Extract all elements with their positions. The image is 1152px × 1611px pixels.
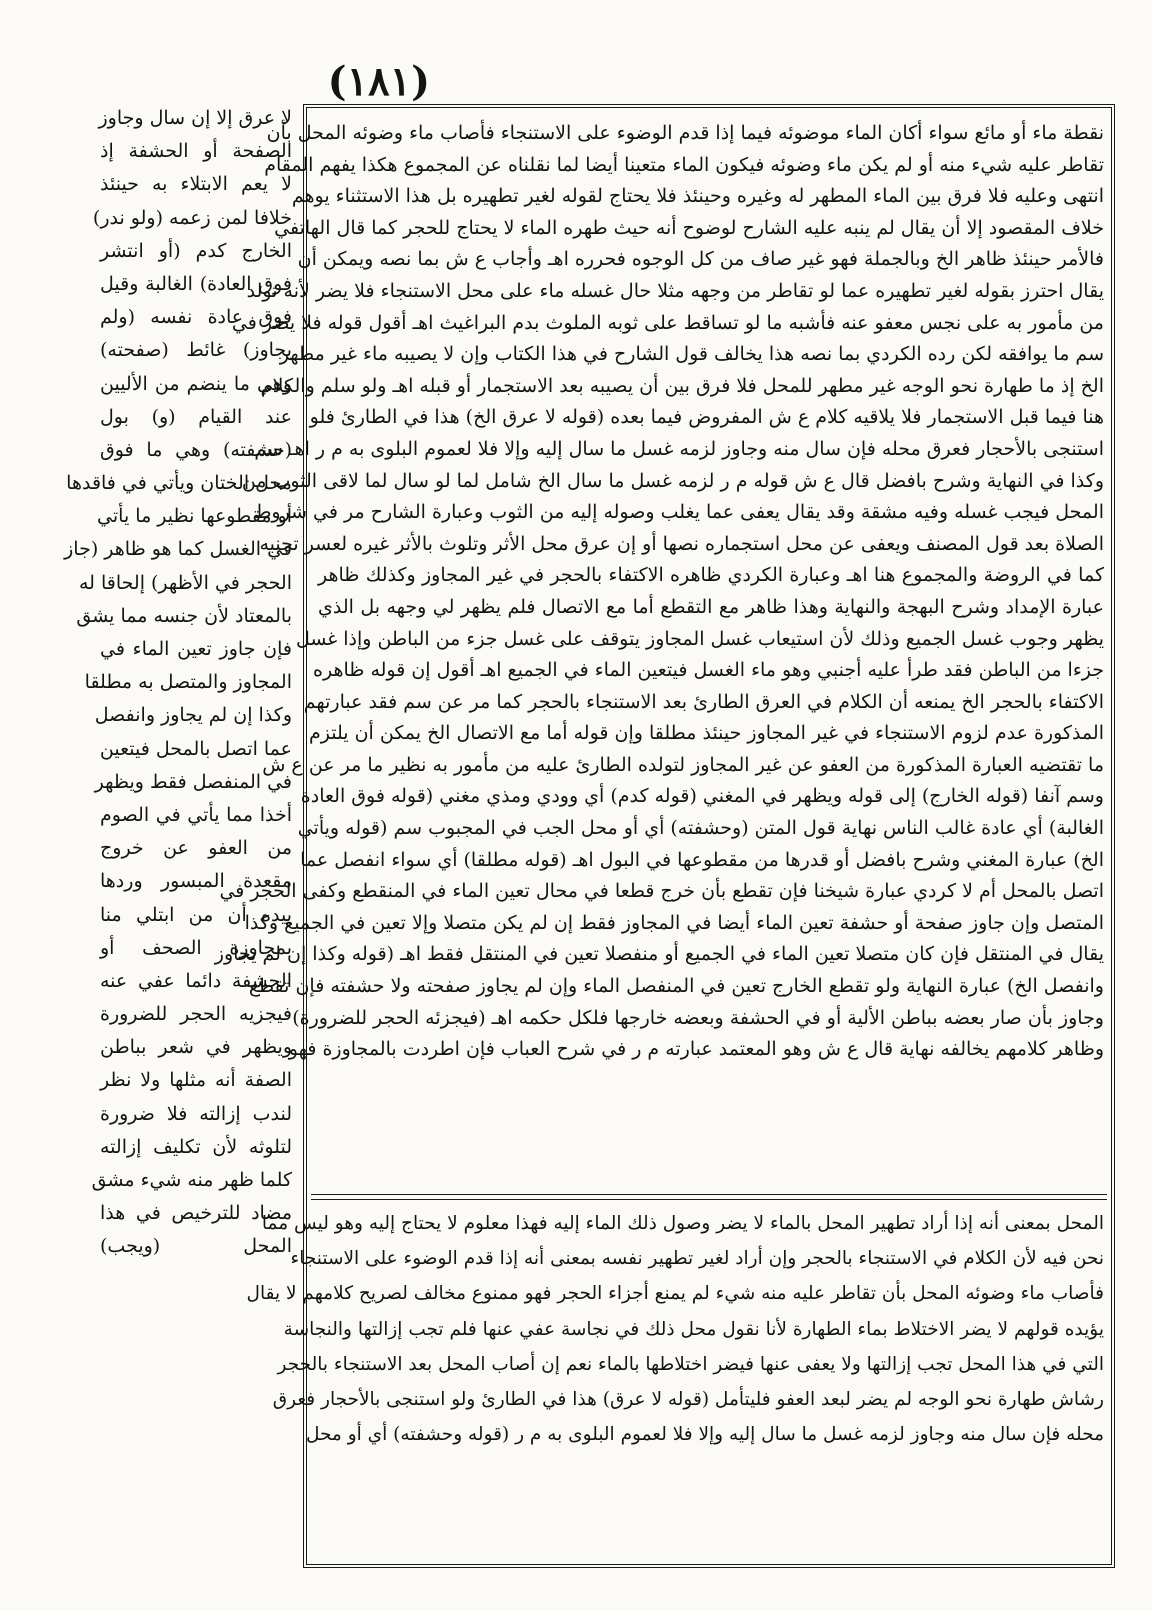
text-line: المذكورة عدم لزوم الاستنجاء في غير المجاوز حينئذ مطلقا وإن قوله أما مع الاتصال الخ يمكن أن يلتزم: [308, 722, 1104, 745]
margin-matn: [64, 102, 292, 1572]
margin-line: (حشفته) وهي ما فوق: [100, 438, 292, 461]
text-line: نقطة ماء أو مائع سواء أكان الماء موضوئه فيما إذا قدم الوضوء على الاستنجاء فأصاب ماء وضوئه المحل بأن: [266, 122, 1104, 144]
margin-line: فوق عادة نفسه (ولم: [100, 306, 292, 329]
text-line: وظاهر كلامهم يخالفه نهاية قال ع ش وهو المعتمد عبارته م ر في شرح العباب فإن اطردت بالمجاوزة فهو: [288, 1038, 1104, 1061]
margin-line: فإن جاوز تعين الماء في: [100, 638, 292, 660]
text-line: المتصل وإن جاوز صفحة أو حشفة تعين الماء أيضا في المجاوز فقط إن لم يكن متصلا وإلا تعين في الجميع وكذا: [244, 911, 1104, 934]
text-line: انتهى وعليه فلا فرق بين الماء المطهر له وغيره وحينئذ فلا يحتاج لقوله لغير تطهيره بل هذا الاستثناء يوهم: [291, 185, 1104, 208]
margin-line: أو مقطوعها نظير ما يأتي: [97, 505, 292, 528]
text-line: وسم آنفا (قوله الخارج) إلى قوله ويظهر في المغني (قوله كدم) أي وودي ومذي مغني (قوله فوق العادة: [300, 785, 1104, 808]
margin-line: لتلوثه لأن تكليف إزالته: [100, 1135, 292, 1158]
text-line: استنجى بالأحجار فعرق محله فإن سال منه وجاوز لزمه غسل ما سال إليه وإلا فلا لعموم البلوى به م ر اهـ سم: [254, 437, 1104, 460]
margin-line: مضاد للترخيص في هذا: [100, 1202, 292, 1225]
margin-line: في الغسل كما هو ظاهر (جاز: [64, 538, 292, 561]
margin-line: أخذا مما يأتي في الصوم: [100, 803, 292, 826]
text-line: محله فإن سال منه وجاوز لزمه غسل ما سال إليه وإلا فلا لعموم البلوى به م ر (قوله وحشفته) أي أو محل: [305, 1424, 1104, 1446]
margin-line: بيده أن من ابتلي منا: [100, 903, 292, 926]
text-line: عبارة الإمداد وشرح البهجة والنهاية وهذا ظاهر مع التقطع أما مع الاتصال فلم يظهر لي وجهه بل الذي: [318, 595, 1104, 618]
margin-line: بالمعتاد لأن جنسه مما يشق: [76, 604, 292, 627]
margin-line: عند القيام (و) بول: [100, 405, 292, 428]
text-line: خلاف المقصود إلا أن يقال لم ينبه عليه الشارح لوضوح أنه حيث طهره الماء لا يحتاج للحجر كما قال الهاتفي: [274, 216, 1104, 239]
margin-line: لندب إزالته فلا ضرورة: [100, 1102, 292, 1125]
margin-line: من العفو عن خروج: [100, 837, 292, 860]
text-line: تقاطر عليه شيء منه أو لم يكن ماء وضوئه فيكون الماء متعينا أيضا لما نقلناه عن المجموع هكذا يفهم المقام: [264, 153, 1104, 176]
text-line: سم ما يوافقه لكن رده الكردي بما نصه هذا يخالف قول الشارح في هذا الكتاب وإن لا يصيبه ماء غير مطهر: [279, 343, 1104, 366]
text-line: فالأمر حينئذ ظاهر الخ وبالجملة فهو غير صاف من كل الوجوه فحرره اهـ وأجاب ع ش بما نصه ويمكن أن: [297, 248, 1104, 271]
text-line: الصلاة بعد قول المصنف ويعفى عن محل استجماره نصها أو إن عرق محل الأثر وتلوث بالأثر غيره لعسر تجنبه: [259, 532, 1104, 555]
text-line: يقال احترز بقوله لغير تطهيره عما لو تقاطر من وجهه مثلا حال غسله ماء على محل الاستنجاء فلا يضر لأنه تولد: [246, 279, 1104, 302]
page-number: (۱۸۱): [327, 58, 430, 105]
margin-line: مقعدة المبسور وردها: [100, 870, 292, 893]
margin-line: الحجر في الأظهر) إلحاقا له: [78, 571, 292, 594]
margin-line: لا عرق إلا إن سال وجاوز: [98, 107, 292, 129]
main-commentary: [214, 118, 1104, 1193]
margin-line: الحشفة دائما عفي عنه: [100, 969, 292, 992]
text-line: فأصاب ماء وضوئه المحل بأن تقاطر عليه منه شيء لم يمنع أجزاء الحجر فهو ممنوع مخالف لصريح كلامهم لا يقال: [246, 1283, 1104, 1305]
margin-line: خلافا لمن زعمه (ولو ندر): [92, 206, 292, 229]
margin-line: لا يعم الابتلاء به حينئذ: [100, 173, 292, 196]
text-line: وجاوز بأن صار بعضه بباطن الألية أو في الحشفة وبعضه خارجها فلكل حكمه اهـ (فيجزئه الحجر للضرورة): [292, 1006, 1104, 1029]
footnote-divider: [311, 1194, 1107, 1200]
text-line: هنا فيما قبل الاستجمار فلا يلاقيه كلام ع ش المفروض فيما بعده (قوله لا عرق الخ) هذا في الطارئ فلو: [309, 406, 1104, 429]
text-line: من مأمور به على نجس معفو عنه فأشبه ما لو تساقط على ثوبه الملوث بدم البراغيث اهـ أقول قوله فلا يضر في: [231, 311, 1104, 334]
margin-line: محل الختان ويأتي في فاقدها: [66, 472, 292, 495]
text-line: كما في الروضة والمجموع هنا اهـ وعبارة الكردي ظاهره الاكتفاء بالحجر في غير المجاوز وكذلك ظاهر: [318, 564, 1104, 587]
text-line: يظهر وجوب غسل الجميع وذلك لأن استيعاب غسل المجاوز يتوقف على غسل جزء من الباطن وإذا غسل: [295, 627, 1104, 650]
margin-line: فوق العادة) الغالبة وقيل: [100, 272, 292, 295]
text-line: يقال في المنتقل فإن كان متصلا تعين الماء في الجميع أو منفصلا تعين في المنتقل فقط اهـ (قوله وكذا إن لم يجاوز: [214, 943, 1104, 966]
text-line: رشاش طهارة نحو الوجه لم يضر لبعد العفو فليتأمل (قوله لا عرق) هذا في الطارئ ولو استنجى بالأحجار فعرق: [272, 1388, 1104, 1410]
margin-line: في المنفصل فقط ويظهر: [94, 770, 292, 793]
margin-line: الخارج كدم (أو انتشر: [100, 239, 292, 262]
margin-line: ويظهر في شعر بباطن: [100, 1036, 292, 1059]
margin-line: بمجاوزة الصحف أو: [100, 936, 292, 959]
text-line: اتصل بالمحل أم لا كردي عبارة شيخنا فإن تقطع بأن خرج قطعا في محال تعين الماء في المنقطع وكفى الحجر في: [219, 880, 1104, 903]
text-line: المحل فيجب غسله وفيه مشقة وقد يقال يعفى عما يغلب وصوله إليه من الثوب وعبارة الشارح مر في شروط: [253, 501, 1104, 524]
text-line: ما تقتضيه العبارة المذكورة من العفو عن غير المجاوز لتولده الطارئ عليه من مأمور به نظير ما مر عن ع ش: [262, 753, 1104, 776]
text-line: المحل بمعنى أنه إذا أراد تطهير المحل بالماء لا يضر وصول ذلك الماء إليه فهذا معلوم لا يحتاج إليه وهو ليس مما: [261, 1213, 1104, 1234]
margin-line: المحل (ويجب): [100, 1235, 292, 1258]
margin-line: فيجزيه الحجر للضرورة: [100, 1003, 292, 1026]
lower-commentary: [246, 1206, 1104, 1561]
text-line: الخ إذ ما طهارة نحو الوجه غير مطهر للمحل فلا فرق بين أن يصيبه بعد الاستجمار أو قبله اهـ ولو سلم والكلام: [260, 374, 1104, 397]
text-line: يؤيده قولهم لا يضر الاختلاط بماء الطهارة لأنا نقول محل ذلك في نجاسة عفي عنها فلم تجب إزالتها والنجاسة: [283, 1318, 1104, 1340]
margin-line: عما اتصل بالمحل فيتعين: [99, 737, 292, 760]
margin-line: الصفة أنه مثلها ولا نظر: [100, 1069, 292, 1092]
text-line: الخ) عبارة المغني وشرح بافضل أو قدرها من مقطوعها في البول اهـ (قوله مطلقا) أي سواء انفصل عما: [300, 848, 1104, 871]
text-line: نحن فيه لأن الكلام في الاستنجاء بالحجر وإن أراد لغير تطهير نفسه بمعنى أنه إذا قدم الوضوء على الاستنجاء: [290, 1248, 1104, 1270]
text-line: وانفصل الخ) عبارة النهاية ولو تقطع الخارج تعين في المنفصل الماء وإن لم يجاوز صفحته ولا حشفته فإن تقطع: [248, 975, 1104, 998]
margin-line: وكذا إن لم يجاوز وانفصل: [94, 704, 292, 727]
margin-line: يجاوز) غائط (صفحته): [100, 339, 292, 362]
text-line: جزءا من الباطن فقد طرأ عليه أجنبي وهو ماء الغسل فيتعين الماء في الجميع اهـ أقول إن قوله ظاهره: [313, 659, 1104, 682]
text-line: الاكتفاء بالحجر الخ يمنعه أن الكلام في العرق الطارئ بعد الاستنجاء بالحجر كما مر عن سم فقد عبارتهم: [303, 690, 1104, 713]
margin-line: وهي ما ينضم من الأليين: [100, 372, 292, 395]
margin-line: الصفحة أو الحشفة إذ: [100, 140, 292, 163]
text-line: الغالبة) أي عادة غالب الناس نهاية قول المتن (وحشفته) أي أو محل الجب في المجبوب سم (قوله ويأتي: [297, 817, 1104, 840]
text-line: وكذا في النهاية وشرح بافضل قال ع ش قوله م ر لزمه غسل ما سال الخ شامل لما لو سال لما لاقى الثوب من: [241, 469, 1104, 492]
margin-line: كلما ظهر منه شيء مشق: [91, 1169, 292, 1191]
margin-line: المجاوز والمتصل به مطلقا: [84, 671, 292, 694]
text-line: التي في هذا المحل تجب إزالتها ولا يعفى عنها فيضر اختلاطها بالماء نعم إن أصاب المحل بعد الاستنجاء بالحجر: [277, 1353, 1104, 1375]
